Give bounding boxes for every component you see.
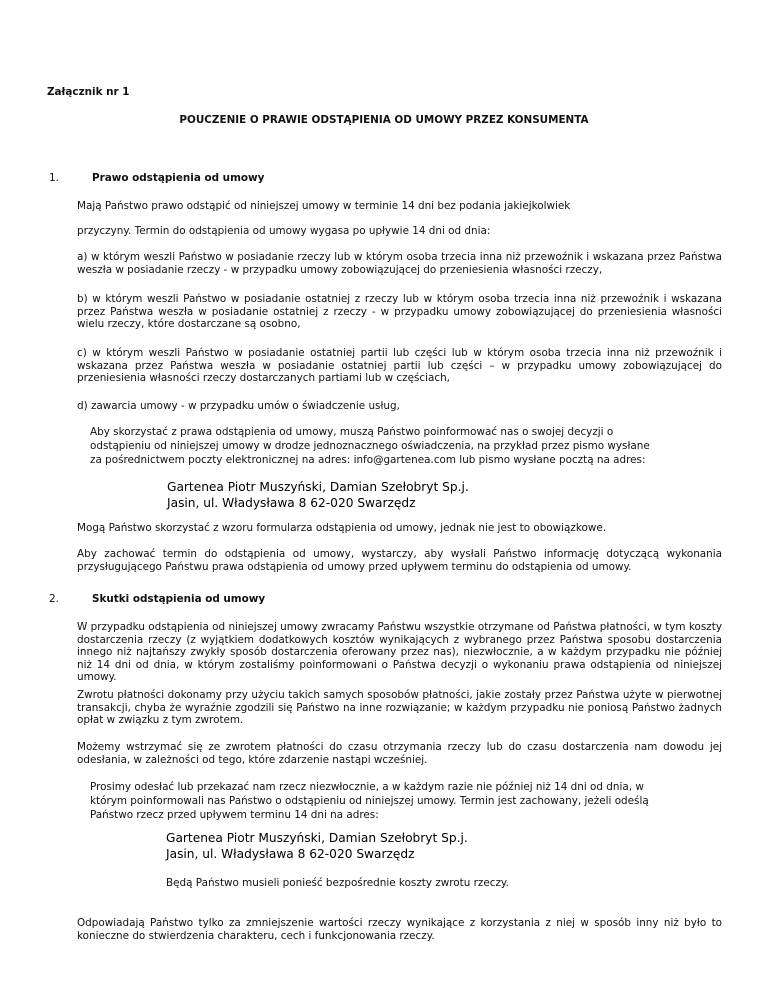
form-note: Mogą Państwo skorzystać z wzoru formularza odstąpienia od umowy, jednak nie jest to obowiązkowe. [77, 522, 607, 534]
return-line-3: Państwo rzecz przed upływem terminu 14 dni na adres: [90, 809, 379, 821]
costs-note: Będą Państwo musieli ponieść bezpośrednie koszty zwrotu rzeczy. [166, 877, 509, 889]
notice-line-2: odstąpieniu od niniejszej umowy w drodze jednoznacznego oświadczenia, na przykład przez pismo wysłane [90, 440, 650, 452]
item-b: b) w którym weszli Państwo w posiadanie ostatniej z rzeczy lub w którym osoba trzecia inna niż przewoźnik i wskazana przez Państwa weszła w posiadanie ostatniej z rzeczy - w przypadku umowy zobowiązującej do przeniesienia własności wielu rzeczy, które dostarczane są osobno, [77, 293, 722, 331]
section-1-intro-line-2: przyczyny. Termin do odstąpienia od umowy wygasa po upływie 14 dni od dnia: [77, 225, 491, 237]
liability-note: Odpowiadają Państwo tylko za zmniejszenie wartości rzeczy wynikające z korzystania z niej w sposób inny niż było to konieczne do stwierdzenia charakteru, cech i funkcjonowania rzeczy. [77, 917, 722, 942]
document-title: POUCZENIE O PRAWIE ODSTĄPIENIA OD UMOWY PRZEZ KONSUMENTA [179, 114, 589, 126]
annex-title: Załącznik nr 1 [47, 86, 130, 98]
section-1-number: 1. [49, 172, 59, 184]
item-a: a) w którym weszli Państwo w posiadanie rzeczy lub w którym osoba trzecia inna niż przewoźnik i wskazana przez Państwa weszła w posiadanie rzeczy - w przypadku umowy zobowiązującej do przeniesienia własności rzeczy, [77, 251, 722, 276]
address-1-line-1: Gartenea Piotr Muszyński, Damian Szełobryt Sp.j. [167, 480, 469, 494]
return-line-2: którym poinformowali nas Państwo o odstąpieniu od niniejszej umowy. Termin jest zachowany, jeżeli odeślą [90, 795, 649, 807]
deadline-note: Aby zachować termin do odstąpienia od umowy, wystarczy, aby wysłali Państwo informację dotyczącą wykonania przysługującego Państwu prawa odstąpienia od umowy przed upływem terminu do odstąpienia od umowy. [77, 548, 722, 573]
section-2-paragraph-2: Zwrotu płatności dokonamy przy użyciu takich samych sposobów płatności, jakie zostały przez Państwa użyte w pierwotnej transakcji, chyba że wyraźnie zgodzili się Państwo na inne rozwiązanie; w każdym przypadku nie poniosą Państwo żadnych opłat w związku z tym zwrotem. [77, 689, 722, 727]
item-c: c) w którym weszli Państwo w posiadanie ostatniej partii lub części lub w którym osoba trzecia inna niż przewoźnik i wskazana przez Państwa weszła w posiadanie ostatniej partii lub części – w przypadku umowy zobowiązującej do przeniesienia własności rzeczy dostarczanych partiami lub w częściach, [77, 347, 722, 385]
address-2-line-1: Gartenea Piotr Muszyński, Damian Szełobryt Sp.j. [166, 831, 468, 845]
item-d: d) zawarcia umowy - w przypadku umów o świadczenie usług, [77, 400, 400, 412]
notice-line-1: Aby skorzystać z prawa odstąpienia od umowy, muszą Państwo poinformować nas o swojej decyzji o [90, 426, 614, 438]
section-2-heading: Skutki odstąpienia od umowy [92, 593, 266, 605]
section-1-intro-line-1: Mają Państwo prawo odstąpić od niniejszej umowy w terminie 14 dni bez podania jakiejkolwiek [77, 200, 571, 212]
address-2-line-2: Jasin, ul. Władysława 8 62-020 Swarzędz [166, 847, 415, 861]
address-1-line-2: Jasin, ul. Władysława 8 62-020 Swarzędz [167, 496, 416, 510]
section-2-number: 2. [49, 593, 59, 605]
notice-line-3: za pośrednictwem poczty elektronicznej na adres: info@gartenea.com lub pismo wysłane pocztą na adres: [90, 454, 646, 466]
return-line-1: Prosimy odesłać lub przekazać nam rzecz niezwłocznie, a w każdym razie nie później niż 14 dni od dnia, w [90, 781, 644, 793]
section-2-paragraph-3: Możemy wstrzymać się ze zwrotem płatności do czasu otrzymania rzeczy lub do czasu dostarczenia nam dowodu jej odesłania, w zależności od tego, które zdarzenie nastąpi wcześniej. [77, 741, 722, 766]
section-2-paragraph-1: W przypadku odstąpienia od niniejszej umowy zwracamy Państwu wszystkie otrzymane od Państwa płatności, w tym koszty dostarczenia rzeczy (z wyjątkiem dodatkowych kosztów wynikających z wybranego przez Państwa sposobu dostarczenia innego niż najtańszy zwykły sposób dostarczenia oferowany przez nas), niezwłocznie, a w każdym przypadku nie później niż 14 dni od dnia, w którym zostaliśmy poinformowani o Państwa decyzji o wykonaniu prawa odstąpienia od niniejszej umowy. [77, 621, 722, 684]
section-1-heading: Prawo odstąpienia od umowy [92, 172, 265, 184]
